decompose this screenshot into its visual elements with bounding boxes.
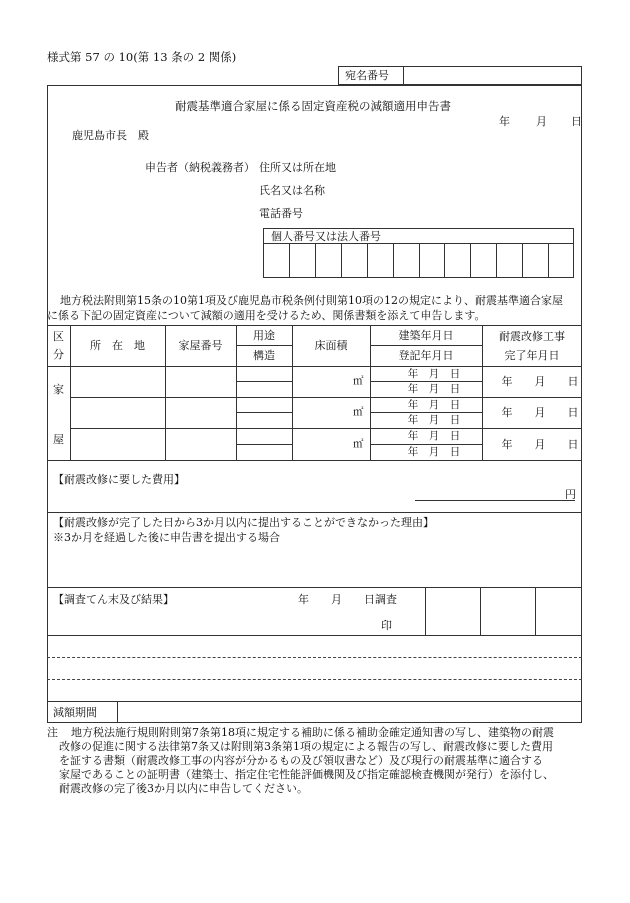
notes-prefix: 注	[47, 726, 58, 739]
sqm-unit-1: ㎡	[353, 375, 364, 387]
notes-line-5: 耐震改修の完了後3か月以内に申告してください。	[59, 782, 308, 795]
id-cell-divider	[548, 243, 549, 278]
header-built-date: 建築年月日	[398, 328, 454, 342]
id-cell-divider	[522, 243, 523, 278]
header-floor-area: 床面積	[314, 339, 348, 352]
id-cell-divider	[419, 243, 420, 278]
header-house-number: 家屋番号	[178, 339, 223, 352]
notes-line-4: 家屋であることの証明書（建築士、指定住宅性能評価機関及び指定確認検査機関が発行）を添付し、	[59, 768, 554, 781]
survey-label: 【調査てん末及び結果】	[53, 593, 174, 606]
notes-line-3: を証する書類（耐震改修工事の内容が分かるもの及び領収書など）及び現行の耐震基準に適合する	[59, 754, 543, 767]
header-location: 所 在 地	[90, 339, 145, 352]
address-label: 住所又は所在地	[259, 161, 336, 174]
atena-label: 宛名番号	[345, 69, 389, 82]
renovation-date-3[interactable]: 年 月 日	[501, 437, 579, 451]
header-renovation-1: 耐震改修工事	[499, 329, 565, 343]
name-label: 氏名又は名称	[259, 184, 325, 197]
body-text-1: 地方税法附則第15条の10第1項及び鹿児島市税条例付則第10項の12の規定により、耐震基準適合家屋	[60, 294, 563, 307]
id-cell-divider	[367, 243, 368, 278]
form-id: 様式第 57 の 10(第 13 条の 2 関係)	[47, 50, 237, 64]
id-cell-divider	[341, 243, 342, 278]
reason-subnote: ※3か月を経過した後に申告書を提出する場合	[53, 531, 280, 544]
registered-date-3[interactable]: 年 月 日	[407, 445, 461, 458]
reason-label: 【耐震改修が完了した日から3か月以内に提出することができなかった理由】	[53, 516, 434, 529]
date-year: 年	[499, 115, 510, 128]
notes-line-2: 改修の促進に関する法律第7条又は附則第3条第1項の規定による報告の写し、耐震改修に要した費用	[59, 740, 553, 753]
header-renovation-2: 完了年月日	[504, 348, 560, 362]
header-kubun-1: 区	[53, 329, 64, 343]
id-cell-divider	[289, 243, 290, 278]
side-label-2: 屋	[53, 432, 64, 446]
notes-line-1: 地方税法施行規則附則第7条第18項に規定する補助に係る補助金確定通知書の写し、建築物の耐震	[71, 726, 554, 739]
renovation-date-2[interactable]: 年 月 日	[501, 406, 579, 419]
header-structure: 構造	[253, 349, 275, 362]
id-cell-divider	[496, 243, 497, 278]
id-cell-divider	[315, 243, 316, 278]
cost-input-line[interactable]	[415, 500, 575, 501]
built-date-1[interactable]: 年 月 日	[407, 367, 461, 380]
date-month: 月	[536, 115, 547, 128]
sqm-unit-2: ㎡	[353, 406, 364, 418]
header-use: 用途	[253, 328, 275, 342]
built-date-2[interactable]: 年 月 日	[407, 398, 461, 411]
phone-label: 電話番号	[259, 207, 303, 220]
id-number-label: 個人番号又は法人番号	[271, 230, 381, 243]
registered-date-2[interactable]: 年 月 日	[407, 413, 461, 426]
registered-date-1[interactable]: 年 月 日	[407, 382, 461, 395]
applicant-label: 申告者（納税義務者）	[145, 161, 255, 174]
form-title: 耐震基準適合家屋に係る固定資産税の減額適用申告書	[175, 99, 451, 113]
cost-unit: 円	[565, 488, 576, 501]
cost-label: 【耐震改修に要した費用】	[53, 473, 185, 486]
date-day: 日	[571, 115, 582, 128]
id-cell-divider	[470, 243, 471, 278]
header-kubun-2: 分	[53, 347, 64, 361]
renovation-date-1[interactable]: 年 月 日	[501, 375, 579, 388]
body-text-2: に係る下記の固定資産について減額の適用を受けるため、関係書類を添えて申告します。	[47, 309, 486, 322]
id-cell-divider	[393, 243, 394, 278]
header-registered-date: 登記年月日	[398, 349, 454, 362]
built-date-3[interactable]: 年 月 日	[407, 429, 461, 442]
survey-seal: 印	[381, 619, 392, 632]
sqm-unit-3: ㎡	[353, 438, 364, 450]
addressee: 鹿児島市長 殿	[72, 129, 149, 142]
reduction-period-label: 減額期間	[53, 706, 97, 719]
id-cell-divider	[444, 243, 445, 278]
side-label-1: 家	[53, 382, 64, 396]
survey-date: 年 月 日調査	[298, 593, 397, 606]
